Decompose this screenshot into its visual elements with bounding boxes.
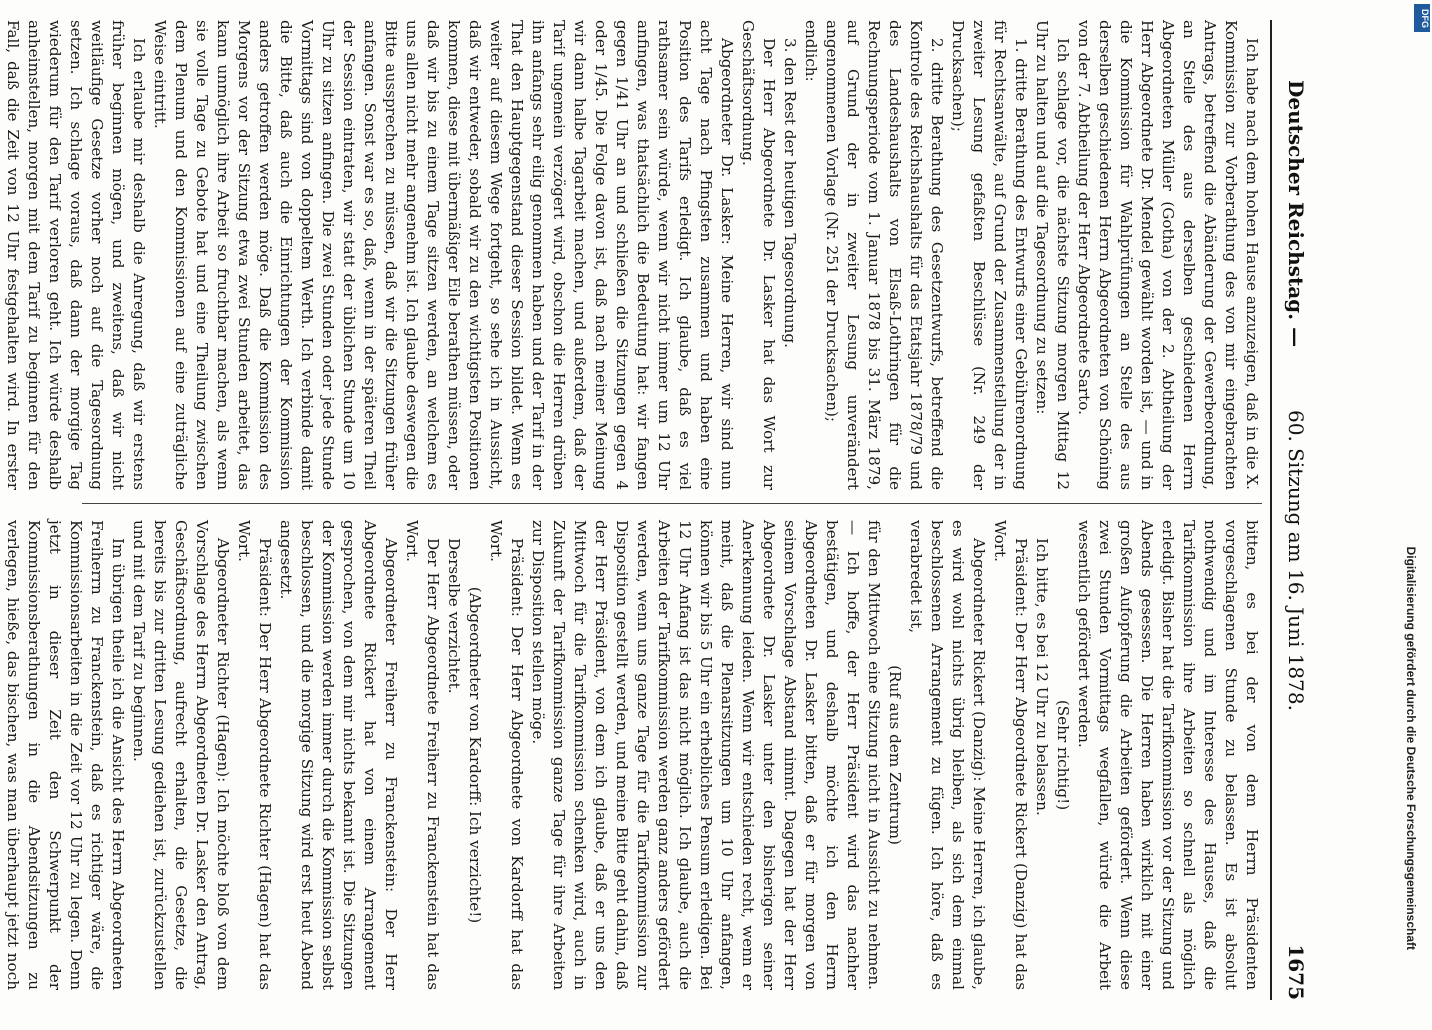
left-column: [4, 20, 1262, 490]
paragraph: 3. den Rest der heutigen Tagesordnung.: [781, 38, 799, 348]
paragraph: Ich habe nach dem hohen Hause anzuzeigen, daß in die X. Kommission zur Vorberathung des von mir eingebrachten Antrags, betreffend die Abänderung der Gewerbeordnung, an Stelle des aus derselben geschiedenen Herrn Abgeordneten Müller (Gotha) von der 2. Abtheilung der Herr Abgeordnete Dr. Mendel gewählt worden ist, — und in die Kommission für Wahlprüfungen an Stelle des aus derselben geschiedenen Herrn Abgeordneten von Schöning von der 7. Abtheilung der Herr Abgeordnete Sarto.: [1075, 20, 1261, 490]
digitization-note: Digitalisierung gefördert durch die Deutsche Forschungsgemeinschaft: [1404, 546, 1418, 950]
dfg-logo: DFG: [1414, 4, 1430, 32]
paragraph: 1. dritte Berathung des Entwurfs einer Gebührenordnung für Rechtsanwälte, auf Grund der Zusammenstellung der in zweiter Lesung gefaßten Beschlüsse (Nr. 249 der Drucksachen);: [949, 20, 1030, 490]
paragraph: Derselbe verzichtet.: [445, 538, 463, 694]
paragraph: Der Herr Abgeordnete Freiherr zu Franckenstein hat das Wort.: [403, 520, 442, 990]
column-separator: [82, 503, 1262, 504]
header-center: 60. Sitzung am 16. Juni 1878.: [1284, 410, 1308, 711]
interjection: (Ruf aus dem Zentrum): [886, 665, 904, 845]
paragraph: Ich erlaube mir deshalb die Anregung, daß wir erstens früher beginnen mögen, und zweitens, daß wir nicht weitläufige Gesetze vorher noch auf die Tagesordnung setzen. Ich schlage voraus, daß dann der morgige Tag wiederum für den Tarif verloren geht. Ich würde deshalb anheimstellen, morgen mit dem Tarif zu beginnen für den Fall, daß die Zeit von 12 Uhr festgehalten wird. In erster: [4, 20, 148, 490]
header-rule: [1270, 20, 1272, 1000]
paragraph: Ich bitte, es bei 12 Uhr zu belassen.: [1033, 538, 1051, 816]
digitization-sidebar: [1378, 0, 1432, 1000]
paragraph: bitten, es bei der von dem Herrn Präsidenten vorgeschlagenen Stunde zu belassen. Es ist absolut nothwendig und im Interesse des Hauses, daß die Tarifkommission ihre Arbeiten so schnell als möglich erledigt. Bisher hat die Tarifkommission vor der Sitzung und Abends gesessen. Die Herren haben wirklich mit einer großen Aufopferung die Arbeiten gefördert. Wenn diese zwei Stunden Vormittags wegfallen, würde die Arbeit wesentlich gefördert werden.: [1075, 520, 1261, 990]
scanned-page: [4, 0, 1320, 1030]
paragraph: Abgeordneter Richter (Hagen): Ich möchte bloß von dem Vorschlage des Herrn Abgeordneten Dr. Lasker den Antrag, Geschäftsordnung, aufrecht erhalten, die Gesetze, die bereits bis zur dritten Lesung gediehen ist, zurückzustellen und mit dem Tarif zu beginnen.: [130, 520, 232, 990]
rotated-page-content: [4, 0, 1320, 1030]
paragraph: Abgeordneter Dr. Lasker: Meine Herren, wir sind nun acht Tage nach Pfingsten zusammen und haben eine Position des Tarifs erledigt. Ich glaube, daß es viel rathsamer sein würde, wenn wir nicht immer um 12 Uhr anfingen, was thatsächlich die Bedeutung hat: wir fangen gegen 1/41 Uhr an und schließen die Sitzungen gegen 4 oder 1/45. Die Folge davon ist, daß nach meiner Meinung wir dann halbe Tagarbeit machen, und außerdem, daß der Tarif ungemein verzögert wird, obschon die Herren drüben ihn anfangs sehr eilig genommen haben und der Tarif in der That den Hauptgegenstand dieser Session bildet. Wenn es weiter auf diesem Wege fortgeht, so sehe ich in Aussicht, daß wir entweder, sobald wir zu den wichtigsten Positionen kommen, diese mit übermäßiger Eile berathen müssen, oder daß wir bis zu einem Tage sitzen werden, an welchem es uns allen nicht mehr angenehm ist. Ich glaube deswegen die Bitte aussprechen zu müssen, daß wir die Sitzungen früher anfangen. Sonst war es so, daß, wenn in der späteren Theil der Session eintraten, wir statt der üblichen Stunde um 10 Uhr zu sitzen anfingen. Die zwei Stunden oder jede Stunde Vormittags sind von doppeltem Werth. Ich verbinde damit die Bitte, daß auch die Einrichtungen der Kommission anders getroffen werden möge. Daß die Kommission des Morgens vor der Sitzung etwa zwei Stunden arbeitet, das kann unmöglich ihre Arbeit so fruchtbar machen, als wenn sie volle Tage zu Gebote hat und eine Theilung zwischen dem Plenum und den Kommissionen auf eine zuträgliche Weise eintritt.: [151, 20, 736, 490]
interjection: (Sehr richtig!): [1054, 699, 1072, 811]
paragraph: Der Herr Abgeordnete Dr. Lasker hat das Wort zur Geschäftsordnung.: [739, 20, 778, 490]
paragraph: Abgeordneter Freiherr zu Franckenstein: Der Herr Abgeordnete Rickert hat von einem Arrangement gesprochen, von dem mir nichts bekannt ist. Die Sitzungen der Kommission werden immer durch die Kommission selbst beschlossen, und die morgige Sitzung wird erst heut Abend angesetzt.: [277, 520, 400, 990]
paragraph: für den Mittwoch eine Sitzung nicht in Aussicht zu nehmen. — Ich hoffe, der Herr Präsident wird das nachher bestätigen, und deshalb möchte ich den Herrn Abgeordneten Dr. Lasker bitten, daß er für morgen von seinem Vorschlage Abstand nimmt. Dagegen hat der Herr Abgeordnete Dr. Lasker unter den bisherigen seiner Anerkennung leiden. Wenn wir entschieden recht, wenn er meint, daß die Plenarsitzungen um 10 Uhr anfangen, können wir bis 5 Uhr ein erhebliches Pensum erledigen. Bei 12 Uhr Anfang ist das nicht möglich. Ich glaube, auch die Arbeiten der Tarifkommission werden ganz anders gefördert werden, wenn uns ganze Tage für die Tarifkommission zur Disposition gestellt werden, und meine Bitte geht dahin, daß der Herr Präsident, von dem ich glaube, daß er uns den Mittwoch für die Tarifkommission schenken wird, auch in Zukunft der Tarifkommission ganze Tage für ihre Arbeiten zur Disposition stellen möge.: [529, 520, 883, 990]
paragraph: Abgeordneter Rickert (Danzig): Meine Herren, ich glaube, es wird wohl nichts übrig bleiben, als sich dem einmal beschlossenen Arrangement zu fügen. Ich höre, daß es verabredet ist,: [907, 520, 988, 990]
paragraph: Im übrigen theile ich die Ansicht des Herrn Abgeordneten Freiherrn zu Franckenstein, daß es richtiger wäre, die Kommissionsarbeiten in die Zeit vor 12 Uhr zu legen. Denn jetzt in dieser Zeit den Schwerpunkt der Kommissionsberathungen in die Abendsitzungen zu verlegen, hieße, das bischen, was man überhaupt jetzt noch: [4, 520, 127, 990]
paragraph: Präsident: Der Herr Abgeordnete von Kardorff hat das Wort.: [487, 520, 526, 990]
interjection: (Abgeordneter von Kardorff: Ich verzichte!): [466, 586, 484, 924]
page-number: 1675: [1284, 944, 1308, 1000]
header-left: Deutscher Reichstag. —: [1284, 80, 1308, 348]
paragraph: endlich:: [802, 20, 820, 82]
paragraph: Präsident: Der Herr Abgeordnete Rickert (Danzig) hat das Wort.: [991, 520, 1030, 990]
paragraph: Ich schlage vor, die nächste Sitzung morgen Mittag 12 Uhr zu halten und auf die Tagesordnung zu setzen:: [1033, 20, 1072, 490]
right-column: [4, 520, 1262, 990]
page-header: [1272, 20, 1308, 1000]
paragraph: 2. dritte Berathung des Gesetzentwurfs, betreffend die Kontrole des Reichshaushalts für das Etatsjahr 1878/79 und des Landeshaushalts von Elsaß-Lothringen für die Rechnungsperiode vom 1. Januar 1878 bis 31. März 1879, auf Grund der in zweiter Lesung unverändert angenommenen Vorlage (Nr. 251 der Drucksachen);: [823, 20, 946, 490]
paragraph: Präsident: Der Herr Abgeordnete Richter (Hagen) hat das Wort.: [235, 520, 274, 990]
